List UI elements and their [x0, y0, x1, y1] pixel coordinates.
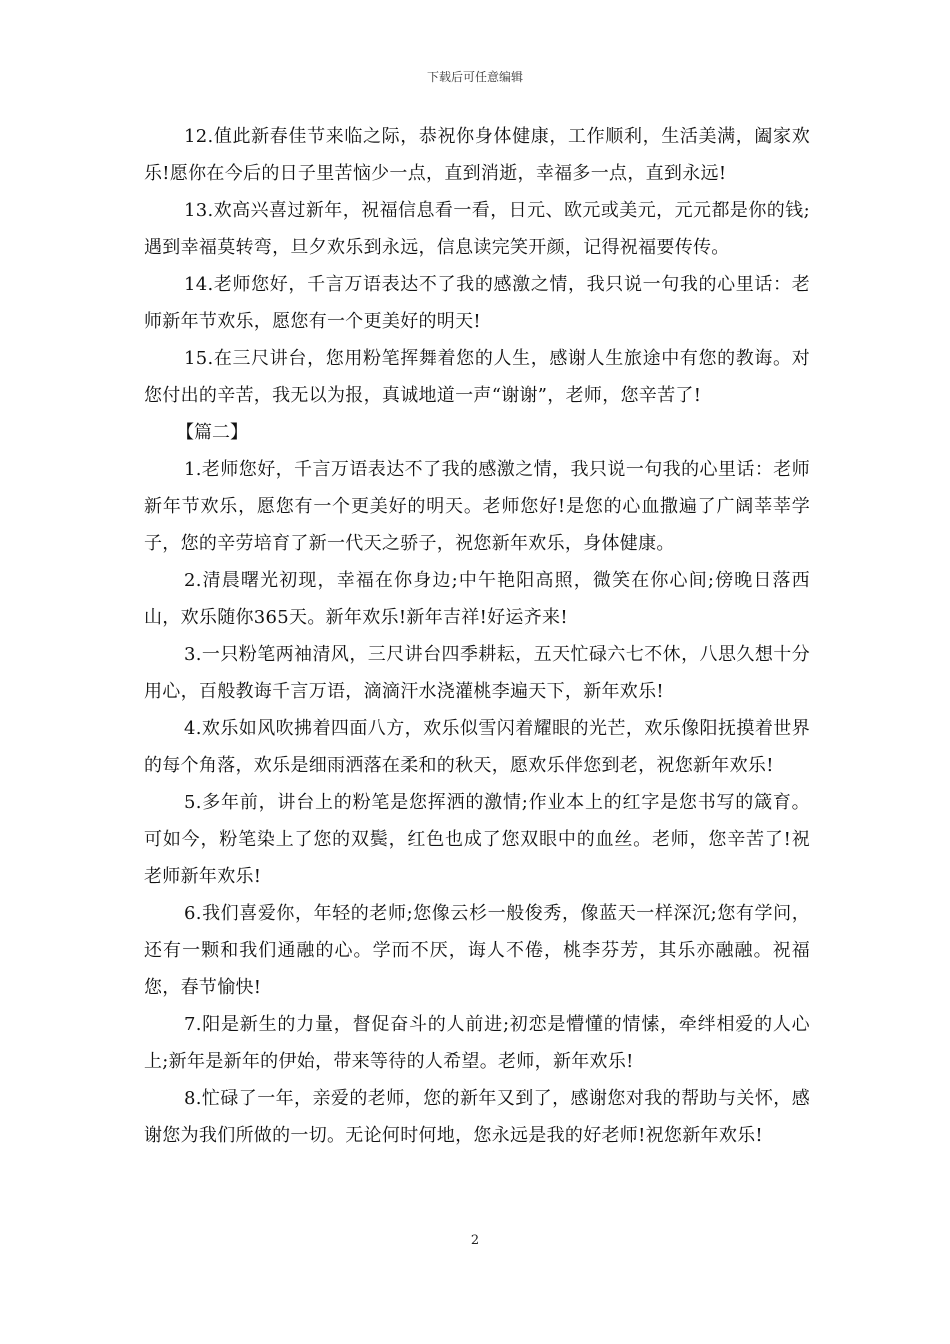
paragraph-5: 5.多年前，讲台上的粉笔是您挥洒的激情;作业本上的红字是您书写的箴育。可如今，粉笔染上了您的双鬓，红色也成了您双眼中的血丝。老师，您辛苦了!祝老师新年欢乐! [144, 792, 810, 887]
page-header: 下载后可任意编辑 [426, 70, 523, 84]
paragraph-2: 2.清晨曙光初现，幸福在你身边;中午艳阳高照，微笑在你心间;傍晚日落西山，欢乐随你365天。新年欢乐!新年吉祥!好运齐来! [144, 570, 810, 628]
paragraph-12: 12.值此新春佳节来临之际，恭祝你身体健康，工作顺利，生活美满，阖家欢乐!愿你在今后的日子里苦恼少一点，直到消逝，幸福多一点，直到永远! [144, 126, 810, 184]
paragraph-1: 1.老师您好，千言万语表达不了我的感激之情，我只说一句我的心里话：老师新年节欢乐，愿您有一个更美好的明天。老师您好!是您的心血撒遍了广阔莘莘学子，您的辛劳培育了新一代天之骄子，祝您新年欢乐，身体健康。 [144, 459, 810, 554]
section-heading: 【篇二】 [176, 422, 248, 443]
page-number: 2 [470, 1233, 480, 1248]
document-body [144, 118, 810, 1154]
paragraph-7: 7.阳是新生的力量，督促奋斗的人前进;初恋是懵懂的情愫，牵绊相爱的人心上;新年是新年的伊始，带来等待的人希望。老师，新年欢乐! [144, 1014, 810, 1072]
paragraph-6: 6.我们喜爱你，年轻的老师;您像云杉一般俊秀，像蓝天一样深沉;您有学问，还有一颗和我们通融的心。学而不厌，诲人不倦，桃李芬芳，其乐亦融融。祝福您，春节愉快! [144, 903, 810, 998]
paragraph-4: 4.欢乐如风吹拂着四面八方，欢乐似雪闪着耀眼的光芒，欢乐像阳抚摸着世界的每个角落，欢乐是细雨洒落在柔和的秋天，愿欢乐伴您到老，祝您新年欢乐! [144, 718, 810, 776]
paragraph-14: 14.老师您好，千言万语表达不了我的感激之情，我只说一句我的心里话：老师新年节欢乐，愿您有一个更美好的明天! [144, 274, 810, 332]
paragraph-3: 3.一只粉笔两袖清风，三尺讲台四季耕耘，五天忙碌六七不休，八思久想十分用心，百般教诲千言万语，滴滴汗水浇灌桃李遍天下，新年欢乐! [144, 644, 810, 702]
paragraph-13: 13.欢高兴喜过新年，祝福信息看一看，日元、欧元或美元，元元都是你的钱;遇到幸福莫转弯，旦夕欢乐到永远，信息读完笑开颜，记得祝福要传传。 [144, 200, 810, 258]
paragraph-15: 15.在三尺讲台，您用粉笔挥舞着您的人生，感谢人生旅途中有您的教诲。对您付出的辛苦，我无以为报，真诚地道一声“谢谢”，老师，您辛苦了! [144, 348, 810, 406]
paragraph-8: 8.忙碌了一年，亲爱的老师，您的新年又到了，感谢您对我的帮助与关怀，感谢您为我们所做的一切。无论何时何地，您永远是我的好老师!祝您新年欢乐! [144, 1088, 810, 1146]
